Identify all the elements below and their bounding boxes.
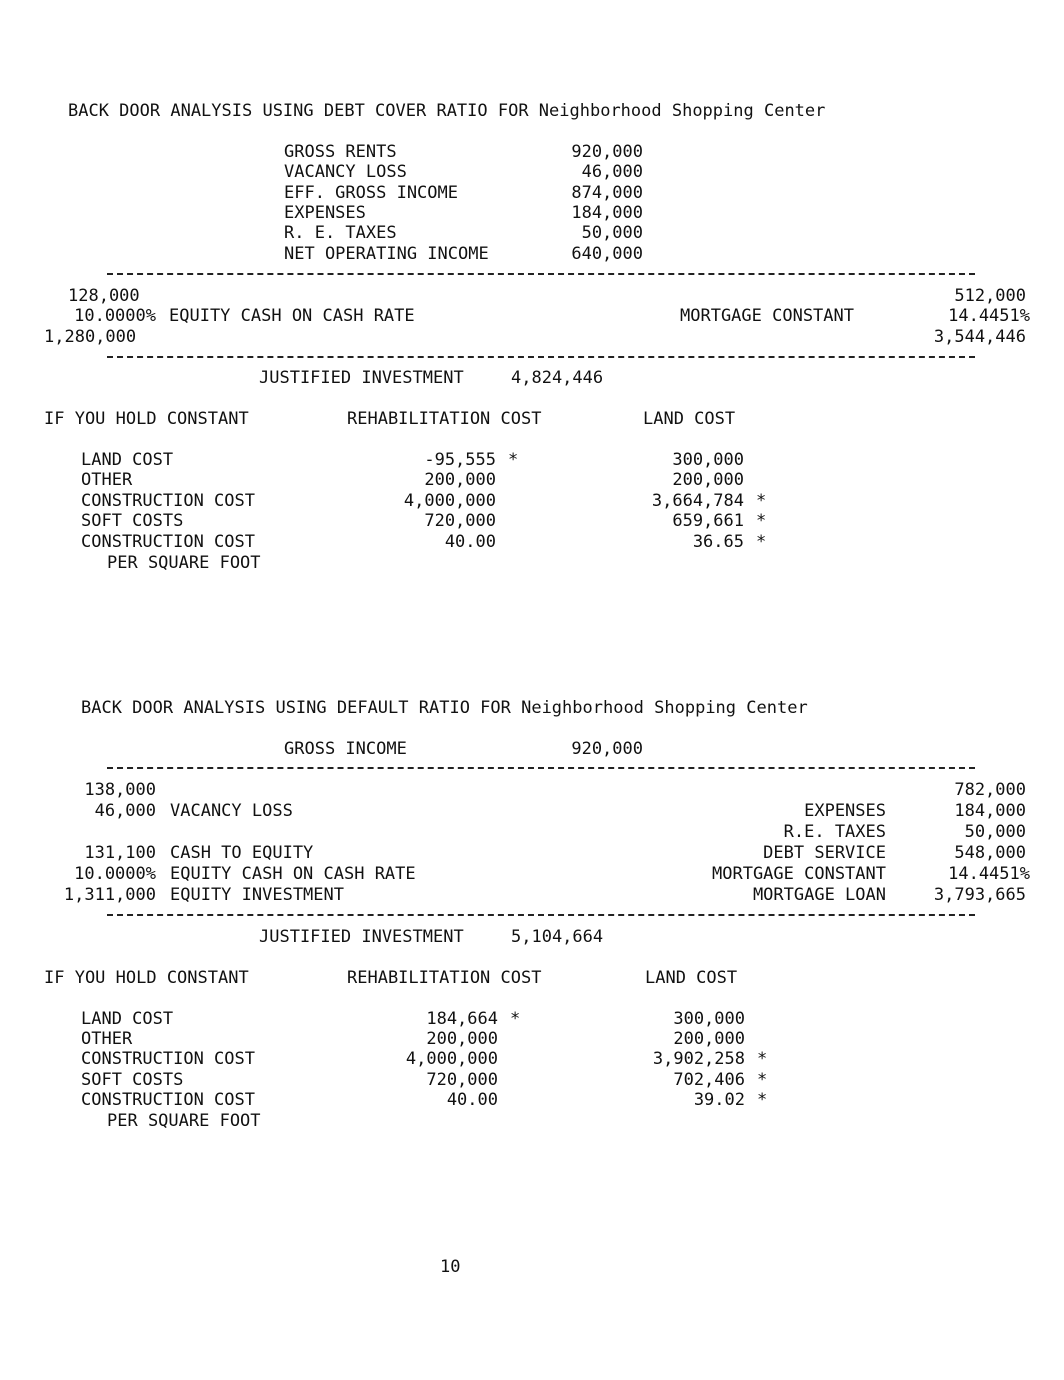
rehab-value: 720,000 [424,511,496,531]
land-value: 659,661 [672,511,744,531]
dr-left-value: 10.0000% [74,864,156,884]
dr-right-value: 3,793,665 [933,885,1026,905]
divider [107,356,975,358]
land-value: 39.02 [693,1090,745,1110]
per-square-foot-label: PER SQUARE FOOT [107,553,261,573]
table-row-label: LAND COST [81,1009,174,1029]
dr-left-label: VACANCY LOSS [170,801,293,821]
dr-right-label: EXPENSES [804,801,886,821]
dr-right-value: 782,000 [954,780,1026,800]
dr-right-value: 548,000 [954,843,1026,863]
table-row-label: SOFT COSTS [81,1070,184,1090]
asterisk: * [508,450,519,470]
rehab-value: 4,000,000 [403,491,496,511]
dr-left-value: 138,000 [84,780,156,800]
divider [107,914,975,916]
asterisk: * [756,532,767,552]
table-row-label: LAND COST [81,450,174,470]
dcr-title: BACK DOOR ANALYSIS USING DEBT COVER RATIO FOR Neighborhood Shopping Center [68,101,826,121]
divider [107,767,975,769]
rehab-value: 720,000 [426,1070,498,1090]
dcr-income-value: 50,000 [581,223,643,243]
table-row-label: OTHER [81,1029,133,1049]
rehab-value: -95,555 [424,450,496,470]
dcr-income-value: 874,000 [571,183,643,203]
dr-right-label: DEBT SERVICE [763,843,886,863]
dcr-justified-value: 4,824,446 [511,368,604,388]
dr-right-label: MORTGAGE LOAN [752,885,886,905]
asterisk: * [756,491,767,511]
table-row-label: SOFT COSTS [81,511,184,531]
dcr-land-header: LAND COST [643,409,736,429]
table-row-label: CONSTRUCTION COST [81,1049,255,1069]
divider [107,273,975,275]
dcr-income-value: 920,000 [571,142,643,162]
page-number: 10 [440,1257,461,1277]
dcr-income-label: EXPENSES [284,203,366,223]
rehab-value: 40.00 [446,1090,498,1110]
dr-hold-header: IF YOU HOLD CONSTANT [44,968,249,988]
dcr-income-label: R. E. TAXES [284,223,397,243]
dcr-income-label: GROSS RENTS [284,142,397,162]
dr-right-value: 50,000 [964,822,1026,842]
dcr-rehab-header: REHABILITATION COST [347,409,542,429]
dr-left-label: CASH TO EQUITY [170,843,314,863]
land-value: 36.65 [692,532,744,552]
land-value: 300,000 [673,1009,745,1029]
asterisk: * [510,1009,521,1029]
dr-land-header: LAND COST [645,968,738,988]
asterisk: * [757,1049,768,1069]
land-value: 3,902,258 [652,1049,745,1069]
table-row-label: CONSTRUCTION COST [81,532,255,552]
dr-left-value: 131,100 [84,843,156,863]
dr-gross-income-value: 920,000 [571,739,643,759]
dr-gross-income-label: GROSS INCOME [284,739,407,759]
table-row-label: CONSTRUCTION COST [81,1090,255,1110]
land-value: 702,406 [673,1070,745,1090]
dr-left-value: 1,311,000 [63,885,156,905]
land-value: 300,000 [672,450,744,470]
rehab-value: 184,664 [426,1009,498,1029]
asterisk: * [757,1090,768,1110]
dr-rehab-header: REHABILITATION COST [347,968,542,988]
dr-left-value: 46,000 [94,801,156,821]
dcr-justified-label: JUSTIFIED INVESTMENT [259,368,464,388]
dcr-equity-rate-label: EQUITY CASH ON CASH RATE [169,306,415,326]
dcr-equity-rate-value: 10.0000% [74,306,156,326]
land-value: 200,000 [673,1029,745,1049]
dcr-income-label: VACANCY LOSS [284,162,407,182]
dcr-income-value: 46,000 [581,162,643,182]
dcr-mortgage-constant-value: 14.4451% [948,306,1030,326]
rehab-value: 200,000 [426,1029,498,1049]
dr-left-label: EQUITY INVESTMENT [170,885,344,905]
land-value: 200,000 [672,470,744,490]
per-square-foot-label: PER SQUARE FOOT [107,1111,261,1131]
dr-justified-value: 5,104,664 [511,927,604,947]
dcr-debt-service: 512,000 [954,286,1026,306]
dr-left-label: EQUITY CASH ON CASH RATE [170,864,416,884]
dr-right-value: 14.4451% [948,864,1030,884]
dr-right-value: 184,000 [954,801,1026,821]
dr-right-label: MORTGAGE CONSTANT [712,864,886,884]
dcr-income-label: NET OPERATING INCOME [284,244,489,264]
asterisk: * [756,511,767,531]
dr-title: BACK DOOR ANALYSIS USING DEFAULT RATIO FOR Neighborhood Shopping Center [81,698,808,718]
dcr-mortgage-loan: 3,544,446 [933,327,1026,347]
table-row-label: CONSTRUCTION COST [81,491,255,511]
dr-justified-label: JUSTIFIED INVESTMENT [259,927,464,947]
rehab-value: 4,000,000 [405,1049,498,1069]
land-value: 3,664,784 [651,491,744,511]
rehab-value: 40.00 [444,532,496,552]
dcr-mortgage-constant-label: MORTGAGE CONSTANT [680,306,854,326]
dcr-hold-header: IF YOU HOLD CONSTANT [44,409,249,429]
asterisk: * [757,1070,768,1090]
dcr-income-label: EFF. GROSS INCOME [284,183,458,203]
rehab-value: 200,000 [424,470,496,490]
dcr-income-value: 184,000 [571,203,643,223]
dcr-equity-cash: 128,000 [68,286,140,306]
dr-right-label: R.E. TAXES [783,822,886,842]
table-row-label: OTHER [81,470,133,490]
dcr-income-value: 640,000 [571,244,643,264]
dcr-equity-investment: 1,280,000 [44,327,137,347]
